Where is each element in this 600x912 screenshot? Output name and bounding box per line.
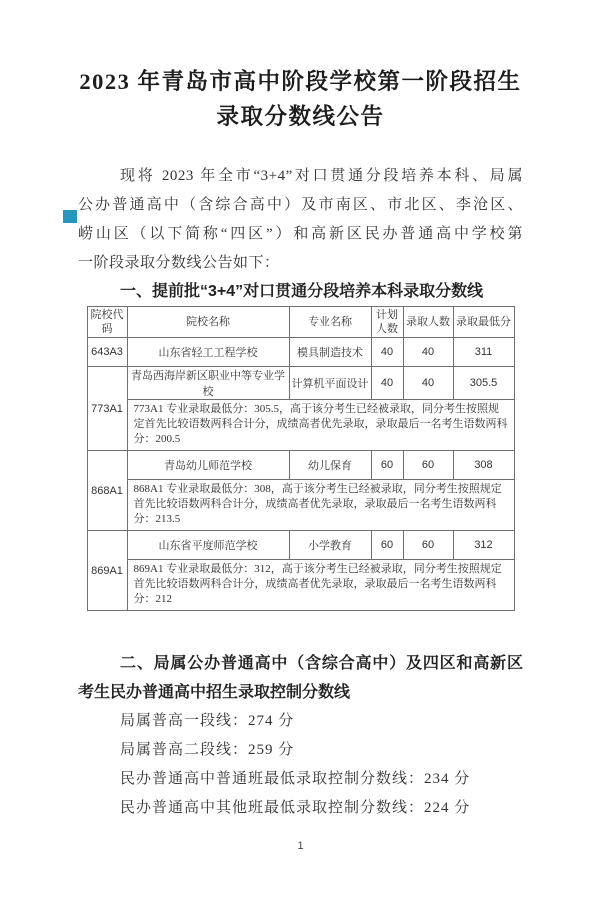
score-line: 民办普通高中其他班最低录取控制分数线：224 分	[120, 800, 471, 816]
page-content	[0, 64, 600, 852]
school-code-cell: 773A1	[87, 367, 127, 451]
major-name-cell: 小学教育	[289, 531, 371, 560]
major-name-cell: 模具制造技术	[289, 338, 371, 367]
control-score-lines	[78, 707, 523, 823]
school-code-cell: 643A3	[87, 338, 127, 367]
intro-line: 一阶段录取分数线公告如下：	[78, 255, 280, 271]
min-score-cell: 312	[453, 531, 514, 560]
score-line: 局属普高二段线：259 分	[120, 742, 295, 758]
score-line: 局属普高一段线：274 分	[120, 713, 295, 729]
admission-score-table	[87, 306, 515, 611]
column-header-min-score: 录取最低分	[453, 307, 514, 338]
school-code-cell: 868A1	[87, 451, 127, 531]
school-name-cell: 山东省平度师范学校	[127, 531, 289, 560]
table-row	[87, 367, 514, 400]
major-name-cell: 计算机平面设计	[289, 367, 371, 400]
admitted-count-cell: 40	[403, 367, 453, 400]
column-header-code: 院校代码	[87, 307, 127, 338]
school-name-cell: 青岛幼儿师范学校	[127, 451, 289, 480]
table-note-row	[87, 480, 514, 531]
section1-heading: 一、提前批“3+4”对口贯通分段培养本科录取分数线	[120, 283, 484, 300]
table-note-row	[87, 400, 514, 451]
table-header-row	[87, 307, 514, 338]
school-name-cell: 山东省轻工工程学校	[127, 338, 289, 367]
section2-heading	[78, 649, 523, 707]
min-score-cell: 308	[453, 451, 514, 480]
admission-note-cell: 773A1 专业录取最低分：305.5，高于该分考生已经被录取，同分考生按照规定首先比较语数两科合计分，成绩高者优先录取，录取最后一名考生语数两科分：200.5	[127, 400, 514, 451]
section2-heading-line1: 二、局属公办普通高中（含综合高中）及四区和高新区	[120, 655, 523, 672]
plan-count-cell: 60	[371, 531, 403, 560]
section2-heading-line2: 考生民办普通高中招生录取控制分数线	[78, 684, 351, 701]
min-score-cell: 305.5	[453, 367, 514, 400]
intro-line: 现将 2023 年全市“3+4”对口贯通分段培养本科、局属	[120, 168, 523, 184]
document-title-line2: 录取分数线公告	[216, 104, 385, 129]
teal-marker	[63, 210, 77, 223]
table-row	[87, 338, 514, 367]
min-score-cell: 311	[453, 338, 514, 367]
school-name-cell: 青岛西海岸新区职业中等专业学校	[127, 367, 289, 400]
admitted-count-cell: 40	[403, 338, 453, 367]
table-row	[87, 451, 514, 480]
score-line: 民办普通高中普通班最低录取控制分数线：234 分	[120, 771, 471, 787]
document-title-line1: 2023 年青岛市高中阶段学校第一阶段招生	[79, 69, 522, 94]
school-code-cell: 869A1	[87, 531, 127, 611]
column-header-school: 院校名称	[127, 307, 289, 338]
admission-note-cell: 868A1 专业录取最低分：308，高于该分考生已经被录取，同分考生按照规定首先比较语数两科合计分，成绩高者优先录取，录取最后一名考生语数两科分：213.5	[127, 480, 514, 531]
document-title	[78, 64, 523, 134]
table-row	[87, 531, 514, 560]
admitted-count-cell: 60	[403, 531, 453, 560]
column-header-admitted: 录取人数	[403, 307, 453, 338]
page-number: 1	[297, 840, 304, 852]
plan-count-cell: 60	[371, 451, 403, 480]
document-page	[0, 64, 600, 912]
table-note-row	[87, 560, 514, 611]
column-header-major: 专业名称	[289, 307, 371, 338]
column-header-plan: 计划人数	[371, 307, 403, 338]
admission-note-cell: 869A1 专业录取最低分：312，高于该分考生已经被录取，同分考生按照规定首先比较语数两科合计分，成绩高者优先录取，录取最后一名考生语数两科分：212	[127, 560, 514, 611]
intro-paragraph	[78, 162, 523, 278]
intro-line: 公办普通高中（含综合高中）及市南区、市北区、李沧区、	[78, 197, 523, 213]
plan-count-cell: 40	[371, 367, 403, 400]
admitted-count-cell: 60	[403, 451, 453, 480]
major-name-cell: 幼儿保育	[289, 451, 371, 480]
intro-line: 崂山区（以下简称“四区”）和高新区民办普通高中学校第	[78, 226, 523, 242]
plan-count-cell: 40	[371, 338, 403, 367]
